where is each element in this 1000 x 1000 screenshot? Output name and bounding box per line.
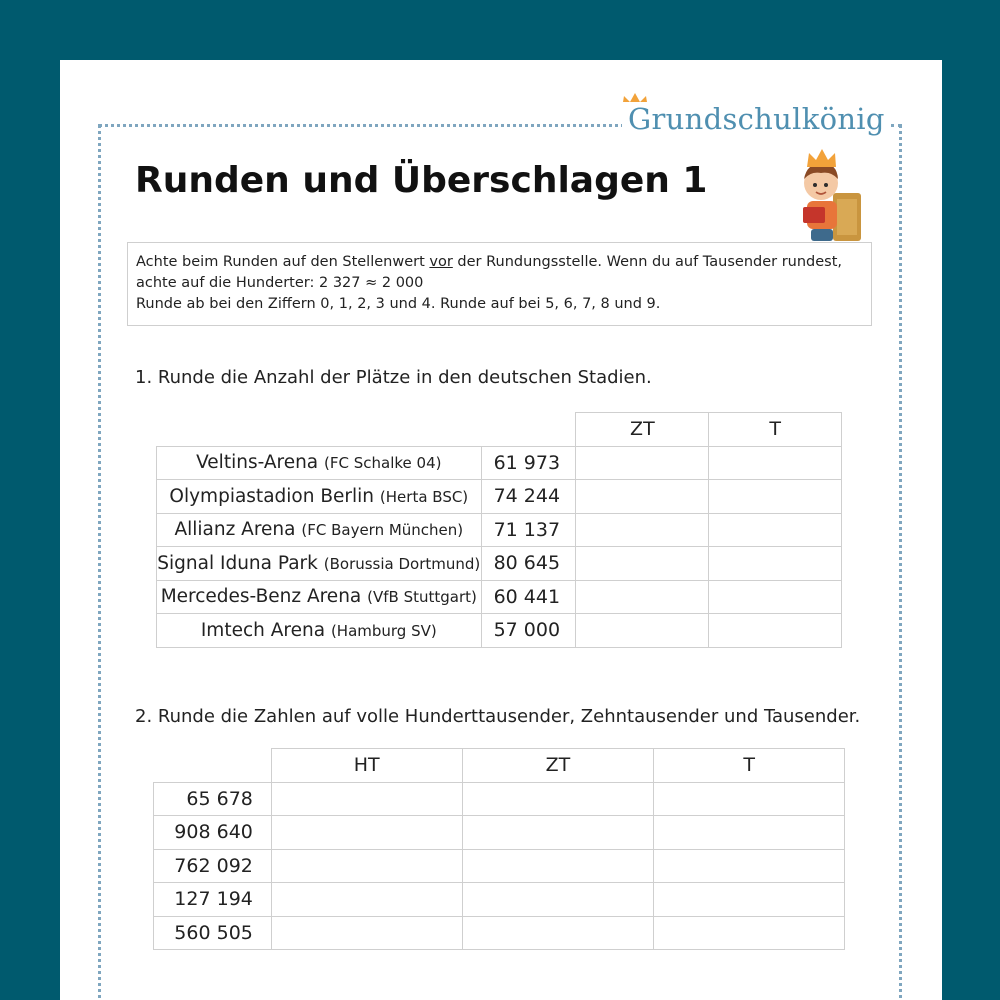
blank-cell xyxy=(157,413,482,447)
answer-cell-ht[interactable] xyxy=(271,883,462,917)
answer-cell-zt[interactable] xyxy=(576,547,709,581)
worksheet xyxy=(60,60,942,1000)
stadium-cell xyxy=(157,547,482,581)
hint-line-3: Runde ab bei den Ziffern 0, 1, 2, 3 und 4. Runde auf bei 5, 6, 7, 8 und 9. xyxy=(136,296,661,312)
answer-cell-t[interactable] xyxy=(709,446,842,480)
table-header-row xyxy=(154,749,845,783)
answer-cell-t[interactable] xyxy=(709,513,842,547)
table-row xyxy=(157,480,842,514)
task-1-prompt: 1. Runde die Anzahl der Plätze in den deutschen Stadien. xyxy=(135,367,652,388)
answer-cell-ht[interactable] xyxy=(271,849,462,883)
stadium-cell xyxy=(157,580,482,614)
answer-cell-zt[interactable] xyxy=(462,916,654,950)
blank-cell xyxy=(154,749,272,783)
answer-cell-t[interactable] xyxy=(654,816,845,850)
answer-cell-zt[interactable] xyxy=(576,580,709,614)
king-mascot-icon xyxy=(795,145,865,245)
task-2-prompt: 2. Runde die Zahlen auf volle Hunderttausender, Zehntausender und Tausender. xyxy=(135,706,861,727)
hint-line-2: achte auf die Hunderter: 2 327 ≈ 2 000 xyxy=(136,275,424,291)
table-row xyxy=(157,547,842,581)
stadium-cell xyxy=(157,446,482,480)
seats-value: 80 645 xyxy=(481,547,576,581)
hint-text: der Rundungsstelle. Wenn du auf Tausender rundest, xyxy=(452,254,843,270)
number-value: 908 640 xyxy=(154,816,272,850)
stadium-name: Signal Iduna Park xyxy=(157,552,318,574)
table-header-row xyxy=(157,413,842,447)
answer-cell-zt[interactable] xyxy=(462,883,654,917)
seats-value: 60 441 xyxy=(481,580,576,614)
number-value: 65 678 xyxy=(154,782,272,816)
answer-cell-t[interactable] xyxy=(654,916,845,950)
stadium-name: Olympiastadion Berlin xyxy=(169,485,375,507)
task-2-table xyxy=(153,748,845,950)
number-value: 560 505 xyxy=(154,916,272,950)
hint-underlined-word: vor xyxy=(429,254,453,270)
answer-cell-zt[interactable] xyxy=(462,849,654,883)
club-name: (Borussia Dortmund) xyxy=(323,554,481,573)
number-value: 762 092 xyxy=(154,849,272,883)
table-row xyxy=(157,446,842,480)
stadium-name: Allianz Arena xyxy=(174,519,296,541)
table-row xyxy=(154,816,845,850)
stadium-name: Imtech Arena xyxy=(200,619,326,641)
club-name: (Hamburg SV) xyxy=(330,621,437,640)
table-row xyxy=(157,614,842,648)
answer-cell-zt[interactable] xyxy=(576,480,709,514)
table-row xyxy=(154,883,845,917)
answer-cell-t[interactable] xyxy=(709,547,842,581)
club-name: (VfB Stuttgart) xyxy=(367,588,477,607)
header-t: T xyxy=(709,413,842,447)
header-zt: ZT xyxy=(462,749,654,783)
hint-box xyxy=(127,242,872,326)
header-t: T xyxy=(654,749,845,783)
stadium-cell xyxy=(157,480,482,514)
stadium-name: Veltins-Arena xyxy=(196,452,319,474)
task-1-table xyxy=(156,412,842,648)
answer-cell-zt[interactable] xyxy=(576,513,709,547)
answer-cell-t[interactable] xyxy=(709,580,842,614)
club-name: (FC Schalke 04) xyxy=(324,454,442,473)
hint-line-1 xyxy=(136,252,863,273)
answer-cell-ht[interactable] xyxy=(271,916,462,950)
answer-cell-zt[interactable] xyxy=(576,614,709,648)
answer-cell-t[interactable] xyxy=(654,883,845,917)
seats-value: 74 244 xyxy=(481,480,576,514)
answer-cell-zt[interactable] xyxy=(576,446,709,480)
stadium-name: Mercedes-Benz Arena xyxy=(160,586,362,608)
header-zt: ZT xyxy=(576,413,709,447)
answer-cell-ht[interactable] xyxy=(271,816,462,850)
table-row xyxy=(154,782,845,816)
table-row xyxy=(154,916,845,950)
blank-cell xyxy=(481,413,576,447)
hint-text: Achte beim Runden auf den Stellenwert xyxy=(136,254,430,270)
stadium-cell xyxy=(157,513,482,547)
table-row xyxy=(154,849,845,883)
table-row xyxy=(157,580,842,614)
answer-cell-t[interactable] xyxy=(654,849,845,883)
brand-logo: Grundschulkönig xyxy=(622,102,891,136)
answer-cell-t[interactable] xyxy=(709,480,842,514)
answer-cell-t[interactable] xyxy=(654,782,845,816)
answer-cell-zt[interactable] xyxy=(462,782,654,816)
page-title: Runden und Überschlagen 1 xyxy=(135,160,708,201)
table-row xyxy=(157,513,842,547)
seats-value: 61 973 xyxy=(481,446,576,480)
number-value: 127 194 xyxy=(154,883,272,917)
answer-cell-zt[interactable] xyxy=(462,816,654,850)
club-name: (Herta BSC) xyxy=(379,487,469,506)
club-name: (FC Bayern München) xyxy=(301,521,464,540)
answer-cell-t[interactable] xyxy=(709,614,842,648)
answer-cell-ht[interactable] xyxy=(271,782,462,816)
stadium-cell xyxy=(157,614,482,648)
seats-value: 57 000 xyxy=(481,614,576,648)
seats-value: 71 137 xyxy=(481,513,576,547)
header-ht: HT xyxy=(271,749,462,783)
